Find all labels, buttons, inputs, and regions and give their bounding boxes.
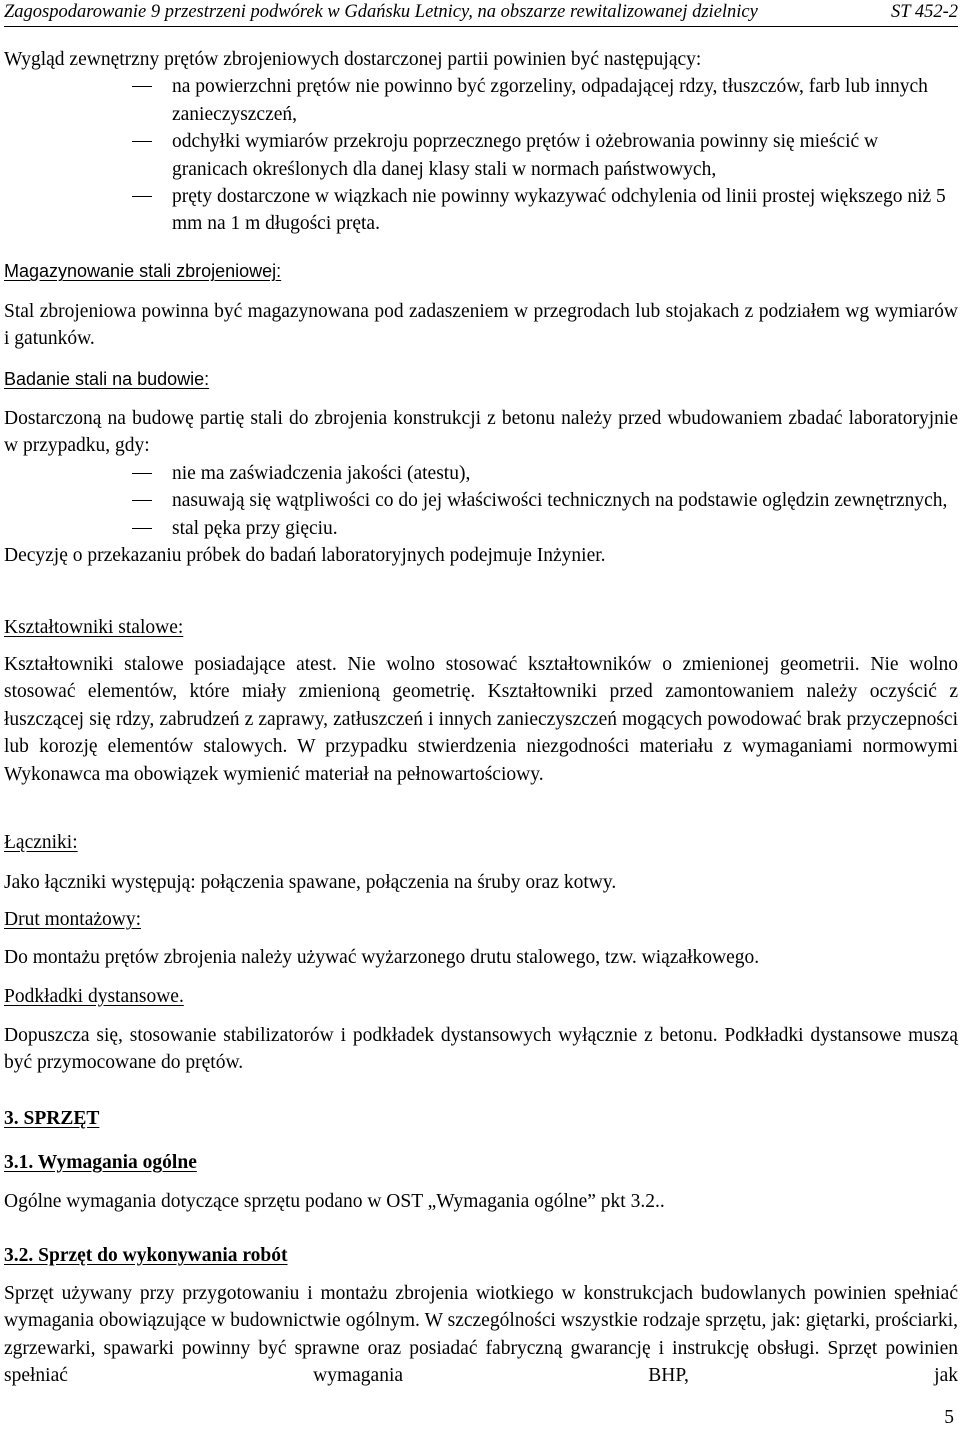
- site-testing-closing: Decyzję o przekazaniu próbek do badań laboratoryjnych podejmuje Inżynier.: [4, 545, 606, 567]
- storage-text: Stal zbrojeniowa powinna być magazynowana pod zadaszeniem w przegrodach lub stojakach z podziałem wg wymiarów i gatunków.: [4, 301, 958, 350]
- rebar-appearance-list: [4, 73, 958, 237]
- dash-bullet: [132, 473, 152, 474]
- running-header: [4, 0, 958, 27]
- list-item: na powierzchni prętów nie powinno być zgorzeliny, odpadającej rdzy, tłuszczów, farb lub innych zanieczyszczeń,: [4, 73, 958, 128]
- chapter-heading: 3. SPRZĘT: [4, 1108, 100, 1129]
- section-equipment: [4, 1105, 958, 1132]
- dash-bullet: [132, 500, 152, 501]
- section-heading: Magazynowanie stali zbrojeniowej:: [4, 261, 282, 281]
- section-spacers: [4, 983, 958, 1010]
- section-heading: Badanie stali na budowie:: [4, 369, 210, 389]
- general-requirements-text: Ogólne wymagania dotyczące sprzętu podano w OST „Wymagania ogólne” pkt 3.2..: [4, 1191, 665, 1212]
- section-steel-sections: [4, 614, 958, 641]
- site-testing-list: [4, 460, 958, 542]
- list-item: nasuwają się wątpliwości co do jej właściwości technicznych na podstawie oględzin zewnętrznych,: [4, 487, 958, 514]
- section-site-testing: [4, 366, 958, 393]
- section-general-requirements: [4, 1149, 958, 1176]
- site-testing-text: Dostarczoną na budowę partię stali do zbrojenia konstrukcji z betonu należy przed wbudowaniem zbadać laboratoryjnie w przypadku, gdy:: [4, 408, 958, 457]
- section-fasteners: [4, 829, 958, 856]
- dash-bullet: [132, 528, 152, 529]
- section-binding-wire: [4, 906, 958, 933]
- section-heading: Kształtowniki stalowe:: [4, 617, 184, 638]
- dash-bullet: [132, 141, 152, 142]
- spacers-text: Dopuszcza się, stosowanie stabilizatorów i podkładek dystansowych wyłącznie z betonu. Podkładki dystansowe muszą być przymocowane do prętów.: [4, 1025, 958, 1074]
- section-heading: Podkładki dystansowe.: [4, 986, 184, 1007]
- section-storage: [4, 258, 958, 285]
- list-item: pręty dostarczone w wiązkach nie powinny wykazywać odchylenia od linii prostej większego niż 5 mm na 1 m długości pręta.: [4, 183, 958, 238]
- page-number: 5: [944, 1407, 954, 1428]
- binding-wire-text: Do montażu prętów zbrojenia należy używać wyżarzonego drutu stalowego, tzw. wiązałkowego.: [4, 947, 760, 968]
- list-item: nie ma zaświadczenia jakości (atestu),: [4, 460, 958, 487]
- rebar-appearance-intro: Wygląd zewnętrzny prętów zbrojeniowych dostarczonej partii powinien być następujący:: [4, 49, 702, 70]
- steel-sections-text: Kształtowniki stalowe posiadające atest. Nie wolno stosować kształtowników o zmienionej geometrii. Nie wolno stosować elementów, które miały zmienioną geometrię. Kształtowniki przed zamontowaniem należy oczyścić z łuszczącej się rdzy, zabrudzeń z zaprawy, zatłuszczeń i innych zanieczyszczeń mogących powodować brak przyczepności lub korozję elementów stalowych. W przypadku stwierdzenia niezgodności materiału z wymaganiami normowymi Wykonawca ma obowiązek wymienić materiał na pełnowartościowy.: [4, 654, 958, 785]
- section-heading: Łączniki:: [4, 832, 78, 853]
- subsection-heading: 3.2. Sprzęt do wykonywania robót: [4, 1245, 288, 1266]
- section-rebar-appearance: [4, 46, 958, 238]
- list-item: stal pęka przy gięciu.: [4, 515, 958, 542]
- list-item: odchyłki wymiarów przekroju poprzecznego prętów i ożebrowania powinny się mieścić w granicach określonych dla danej klasy stali w normach państwowych,: [4, 128, 958, 183]
- section-heading: Drut montażowy:: [4, 909, 142, 930]
- header-code: ST 452-2: [891, 2, 958, 22]
- fasteners-text: Jako łączniki występują: połączenia spawane, połączenia na śruby oraz kotwy.: [4, 872, 617, 893]
- dash-bullet: [132, 86, 152, 87]
- section-work-equipment: [4, 1242, 958, 1269]
- work-equipment-text: Sprzęt używany przy przygotowaniu i montażu zbrojenia wiotkiego w konstrukcjach budowlanych powinien spełniać wymagania obowiązujące w budownictwie ogólnym. W szczególności wszystkie rodzaje sprzętu, jak: giętarki, prościarki, zgrzewarki, spawarki powinny być sprawne oraz posiadać fabryczną gwarancję i instrukcję obsługi. Sprzęt powinien spełniać wymagania BHP, jak: [4, 1283, 958, 1387]
- dash-bullet: [132, 196, 152, 197]
- header-title: Zagospodarowanie 9 przestrzeni podwórek w Gdańsku Letnicy, na obszarze rewitalizowanej dzielnicy: [4, 2, 758, 22]
- subsection-heading: 3.1. Wymagania ogólne: [4, 1152, 197, 1173]
